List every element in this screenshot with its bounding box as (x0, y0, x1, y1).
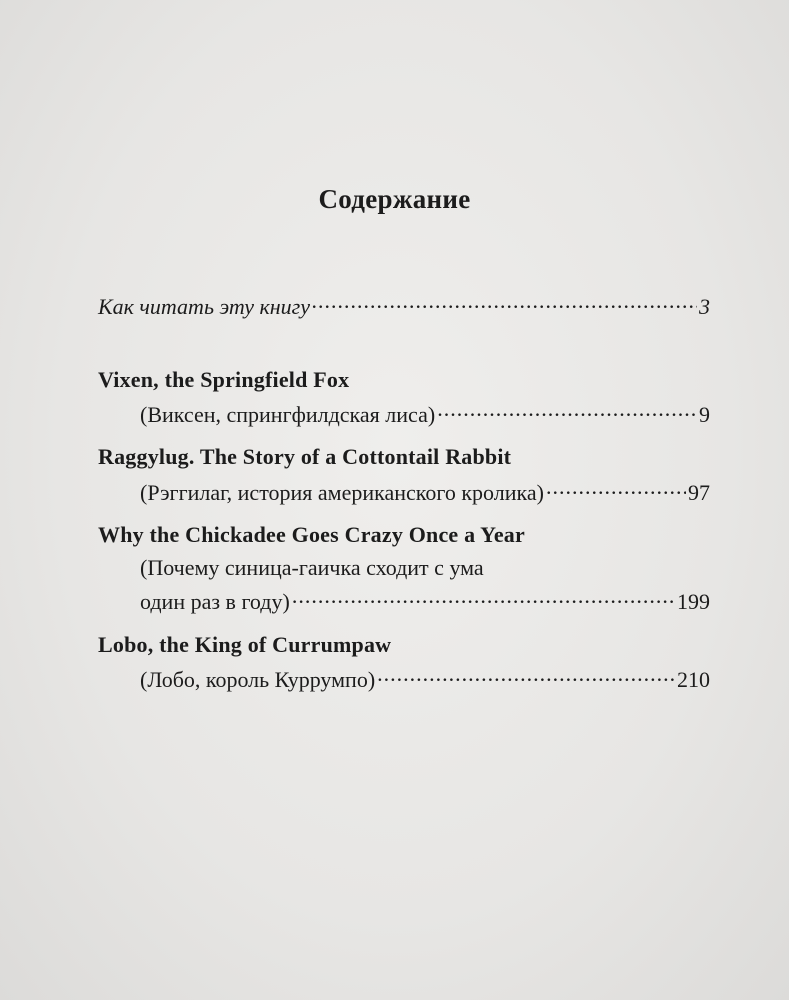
dot-leader (292, 587, 675, 609)
toc-intro-page: 3 (699, 294, 710, 319)
toc-title: Содержание (318, 184, 471, 214)
toc-entry-1-russian-title: (Виксен, спрингфилдская лиса) (140, 402, 436, 427)
toc-entry-1-english-title[interactable]: Vixen, the Springfield Fox (98, 367, 350, 392)
toc-entry-4-russian-title: (Лобо, король Куррумпо) (140, 667, 376, 692)
toc-intro-row[interactable] (98, 292, 710, 320)
dot-leader (437, 400, 697, 422)
dot-leader (546, 478, 686, 500)
toc-entry-3-russian-title-line1: (Почему синица-гаичка сходит с ума (140, 555, 484, 580)
toc-entry-3-row[interactable] (140, 587, 710, 615)
dot-leader (377, 665, 675, 687)
dot-leader (312, 292, 697, 314)
toc-intro-label: Как читать эту книгу (98, 294, 311, 319)
toc-entry-2-page: 97 (688, 480, 710, 505)
toc-entry-3-english-title[interactable]: Why the Chickadee Goes Crazy Once a Year (98, 522, 525, 547)
toc-entry-4-english-title[interactable]: Lobo, the King of Currumpaw (98, 632, 392, 657)
toc-entry-1-page: 9 (699, 402, 710, 427)
toc-entry-2-russian-title: (Рэггилаг, история американского кролика) (140, 480, 544, 505)
toc-entry-4-page: 210 (677, 667, 710, 692)
toc-entry-4-row[interactable] (140, 665, 710, 693)
toc-entry-1-row[interactable] (140, 400, 710, 428)
toc-entry-2-row[interactable] (140, 478, 710, 506)
toc-entry-2-english-title[interactable]: Raggylug. The Story of a Cottontail Rabbit (98, 444, 512, 469)
toc-entry-3-page: 199 (677, 589, 710, 614)
toc-entry-3-russian-title-line2: один раз в году) (140, 589, 290, 614)
